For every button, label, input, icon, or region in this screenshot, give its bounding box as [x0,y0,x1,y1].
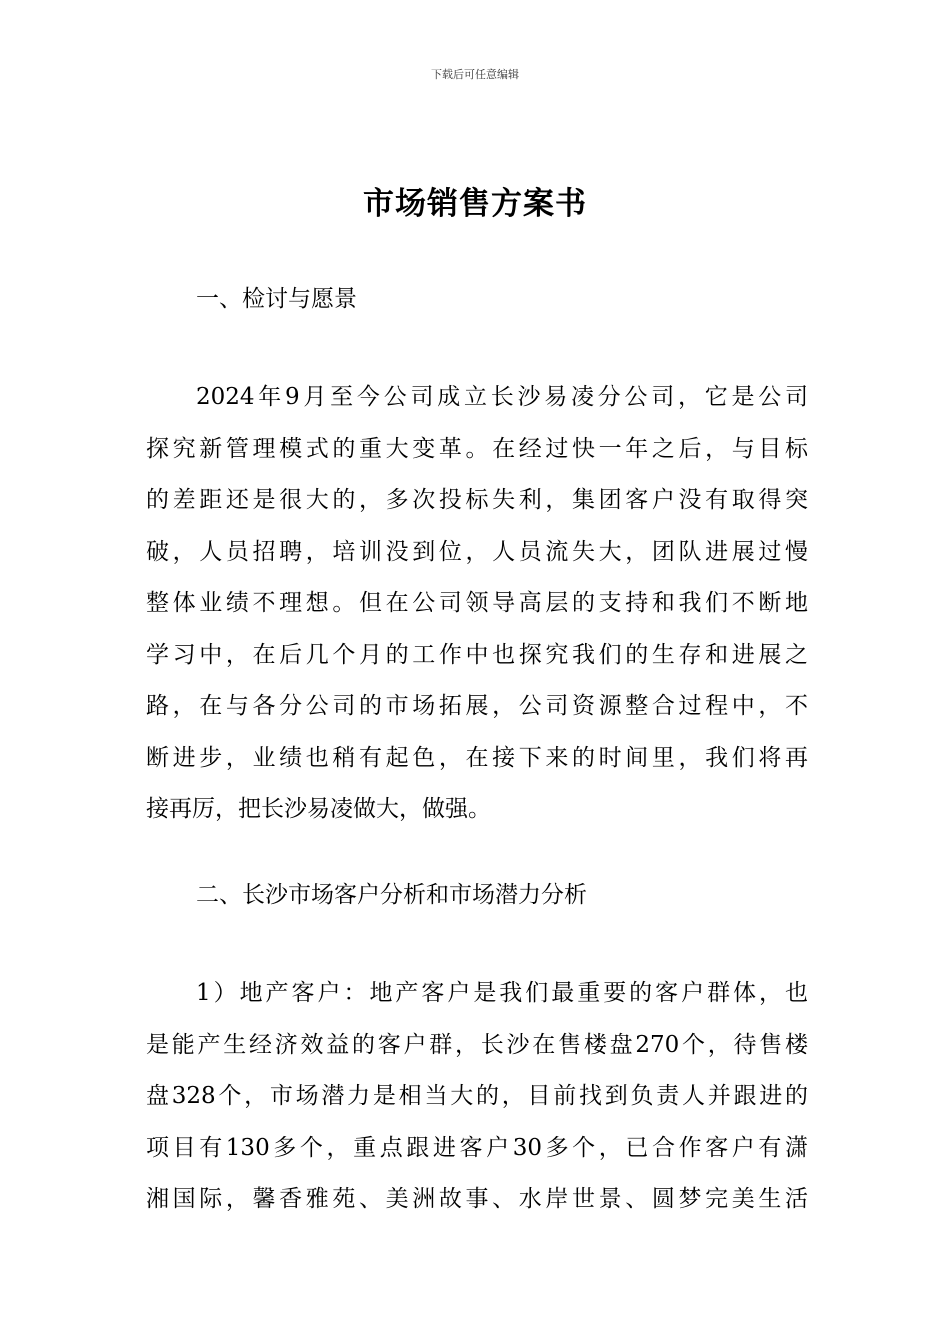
paragraph-line: 是能产生经济效益的客户群，长沙在售楼盘270个，待售楼 [146,1031,808,1058]
section-heading-review: 一、检讨与愿景 [196,286,357,312]
document-title: 市场销售方案书 [363,186,587,222]
paragraph-real-estate-clients [146,976,808,1234]
paragraph-line: 1）地产客户：地产客户是我们最重要的客户群体，也 [196,980,808,1006]
paragraph-line: 学习中，在后几个月的工作中也探究我们的生存和进展之 [146,641,808,668]
paragraph-line: 盘328个，市场潜力是相当大的，目前找到负责人并跟进的 [146,1083,808,1109]
paragraph-line: 探究新管理模式的重大变革。在经过快一年之后，与目标 [146,435,808,462]
paragraph-line: 破，人员招聘，培训没到位，人员流失大，团队进展过慢 [146,538,808,565]
paragraph-line: 2024年9月至今公司成立长沙易凌分公司，它是公司 [196,384,808,410]
paragraph-line: 项目有130多个，重点跟进客户30多个，已合作客户有潇 [146,1134,808,1161]
header-note: 下载后可任意编辑 [431,68,519,81]
paragraph-line: 断进步，业绩也稍有起色，在接下来的时间里，我们将再 [146,744,808,771]
paragraph-line: 接再厉，把长沙易凌做大，做强。 [146,796,491,822]
section-heading-market-analysis: 二、长沙市场客户分析和市场潜力分析 [196,882,587,908]
paragraph-line: 湘国际，馨香雅苑、美洲故事、水岸世景、圆梦完美生活 [146,1186,808,1212]
paragraph-review [146,380,808,844]
paragraph-line: 路，在与各分公司的市场拓展，公司资源整合过程中，不 [146,693,808,719]
paragraph-line: 整体业绩不理想。但在公司领导高层的支持和我们不断地 [146,590,808,616]
paragraph-line: 的差距还是很大的，多次投标失利，集团客户没有取得突 [146,487,808,513]
